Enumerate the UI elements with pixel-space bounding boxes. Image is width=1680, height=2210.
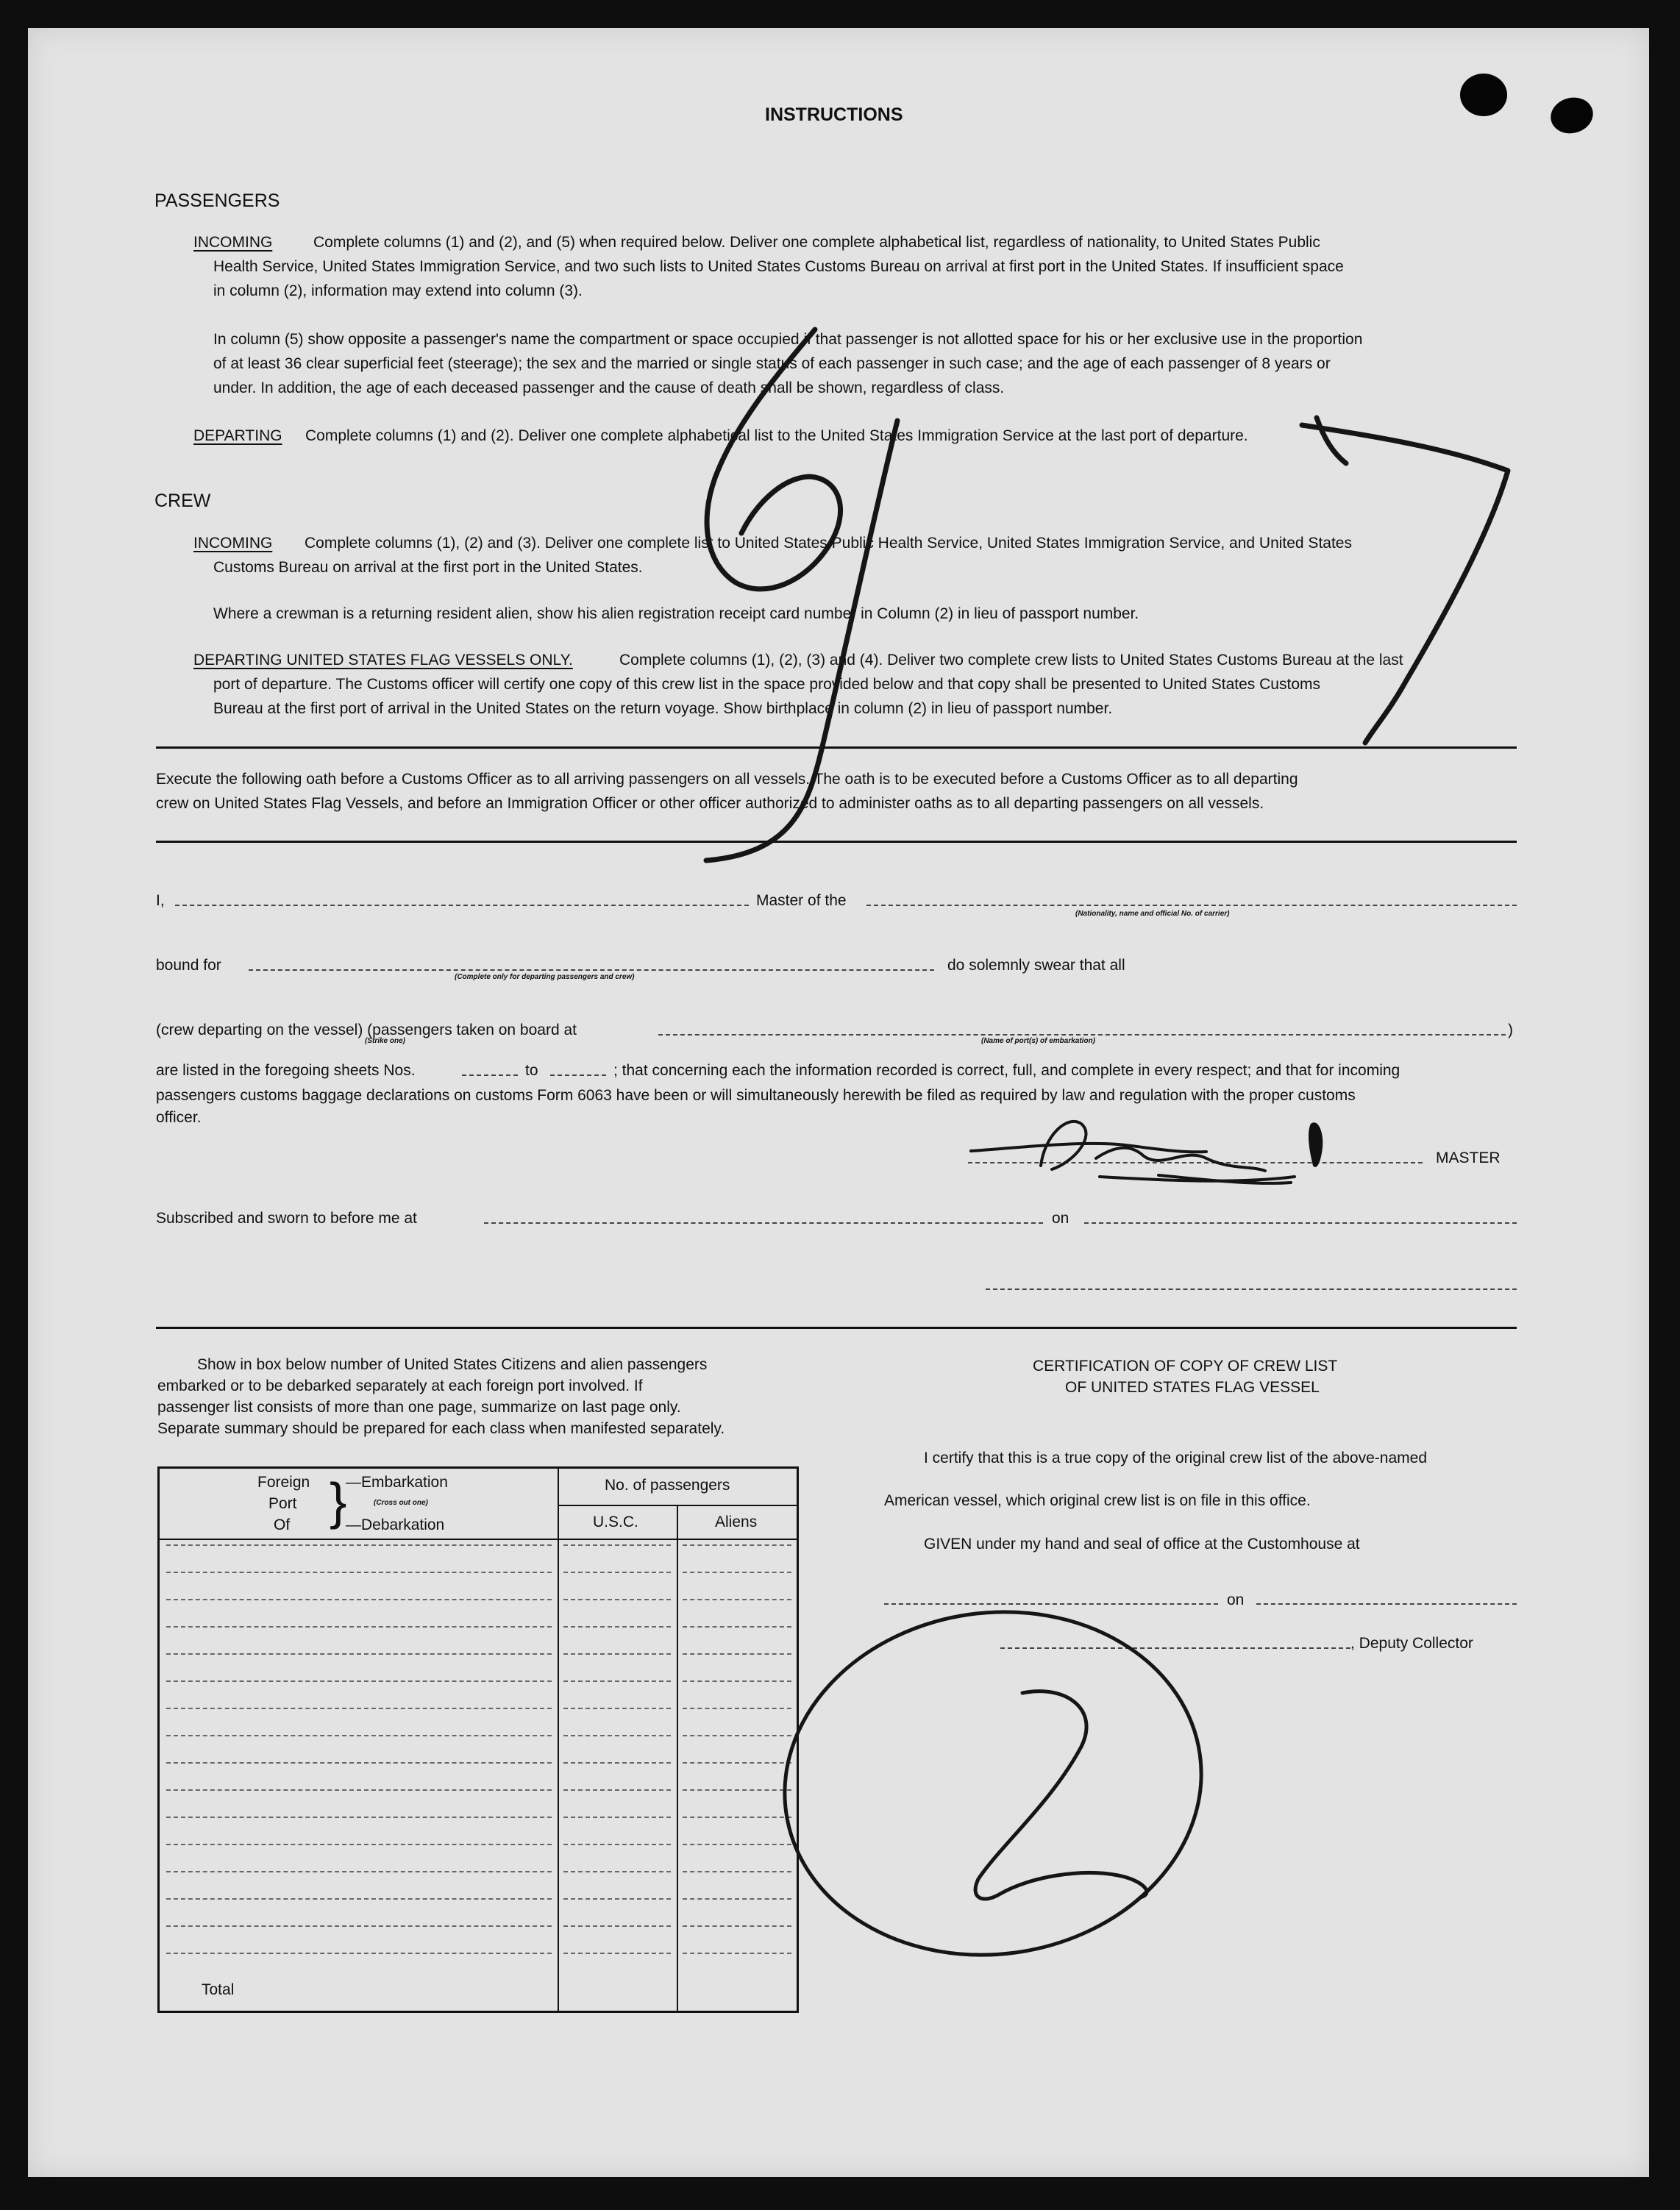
crew-departing-line: port of departure. The Customs officer will certify one copy of this crew list in the space provided below and that copy shall be presented to United States Customs — [213, 676, 1320, 693]
sheets-label: are listed in the foregoing sheets Nos. — [156, 1062, 416, 1079]
oath-body: passengers customs baggage declarations on customs Form 6063 have been or will simultaneously herewith be filed as required by law and regulation with the proper customs — [156, 1087, 1356, 1104]
summary-instructions-line: Show in box below number of United States Citizens and alien passengers — [197, 1356, 708, 1373]
sheets-to-label: to — [525, 1062, 538, 1079]
crew-incoming-line: Complete columns (1), (2) and (3). Deliver one complete list to United States Public Health Service, United States Immigration Service, and United States — [305, 535, 1352, 552]
master-label: MASTER — [1436, 1149, 1501, 1166]
passengers-incoming-para: In column (5) show opposite a passenger's name the compartment or space occupied if that passenger is not allotted space for his or her exclusive use in the proportion — [213, 331, 1363, 348]
brace: } — [330, 1472, 347, 1530]
passengers-incoming-line: Health Service, United States Immigration Service, and two such lists to United States Customs Bureau on arrival at first port in the United States. If insufficient space — [213, 258, 1344, 275]
cross-out-caption: (Cross out one) — [374, 1499, 428, 1507]
digit-2 — [975, 1692, 1147, 1899]
summary-instructions-line: passenger list consists of more than one page, summarize on last page only. — [157, 1399, 681, 1416]
digit-1 — [706, 421, 897, 860]
certification-text: I certify that this is a true copy of the original crew list of the above-named — [924, 1450, 1427, 1466]
certification-title: CERTIFICATION OF COPY OF CREW LIST — [1033, 1358, 1338, 1375]
aliens-header: Aliens — [715, 1514, 758, 1530]
digit-6 — [707, 329, 841, 589]
crew-departing-label: DEPARTING UNITED STATES FLAG VESSELS ONLY. — [193, 652, 573, 669]
crew-heading: CREW — [154, 491, 211, 511]
bound-for-label: bound for — [156, 957, 221, 974]
certification-title: OF UNITED STATES FLAG VESSEL — [1065, 1379, 1320, 1396]
no-passengers-header: No. of passengers — [605, 1477, 730, 1494]
circled-2 — [762, 1586, 1223, 1982]
summary-instructions-line: Separate summary should be prepared for each class when manifested separately. — [157, 1420, 725, 1437]
subscribed-on-label: on — [1052, 1210, 1069, 1227]
usc-header: U.S.C. — [593, 1514, 638, 1530]
bound-for-caption: (Complete only for departing passengers and crew) — [455, 973, 635, 981]
master-of-label: Master of the — [756, 892, 847, 909]
circle-mark — [762, 1586, 1223, 1982]
passengers-incoming-label: INCOMING — [193, 234, 273, 251]
certification-on-label: on — [1227, 1591, 1245, 1608]
oath-intro-line: Execute the following oath before a Customs Officer as to all arriving passengers on all vessels. The oath is to be executed before a Customs Officer as to all departing — [156, 771, 1298, 788]
crew-incoming-note: Where a crewman is a returning resident alien, show his alien registration receipt card number in Column (2) in lieu of passport number. — [213, 605, 1139, 622]
crew-departing-line: Bureau at the first port of arrival in the United States on the return voyage. Show birthplace in column (2) in lieu of passport number. — [213, 700, 1113, 717]
passengers-incoming-para: under. In addition, the age of each deceased passenger and the cause of death shall be shown, regardless of class. — [213, 379, 1005, 396]
page-title: INSTRUCTIONS — [765, 104, 903, 125]
carrier-caption: (Nationality, name and official No. of carrier) — [1075, 910, 1230, 918]
certification-text: GIVEN under my hand and seal of office at the Customhouse at — [924, 1536, 1360, 1553]
port-caption: (Name of port(s) of embarkation) — [981, 1037, 1096, 1045]
summary-instructions-line: embarked or to be debarked separately at each foreign port involved. If — [157, 1377, 643, 1394]
oath-body: ; that concerning each the information recorded is correct, full, and complete in every respect; and that for incoming — [613, 1062, 1400, 1079]
passengers-departing-text: Complete columns (1) and (2). Deliver one complete alphabetical list to the United States Immigration Service at the last port of departure. — [305, 427, 1248, 444]
swear-text: do solemnly swear that all — [947, 957, 1125, 974]
debarkation-label: —Debarkation — [346, 1516, 445, 1533]
passengers-incoming-para: of at least 36 clear superficial feet (steerage); the sex and the married or single status of each passenger in such case; and the age of each passenger of 8 years or — [213, 355, 1331, 372]
col-of: Of — [274, 1516, 291, 1533]
subscribed-label: Subscribed and sworn to before me at — [156, 1210, 417, 1227]
passengers-departing-label: DEPARTING — [193, 427, 282, 444]
passengers-heading: PASSENGERS — [154, 190, 280, 211]
signature-ink-mark — [1309, 1122, 1323, 1167]
strike-caption: (Strike one) — [365, 1037, 406, 1045]
embarkation-label: —Embarkation — [346, 1474, 448, 1491]
total-label: Total — [202, 1981, 235, 1998]
passengers-incoming-line: Complete columns (1) and (2), and (5) when required below. Deliver one complete alphabetical list, regardless of nationality, to United States Public — [313, 234, 1320, 251]
oath-body: officer. — [156, 1109, 202, 1126]
oath-intro-line: crew on United States Flag Vessels, and before an Immigration Officer or other officer authorized to administer oaths as to all departing passengers on all vessels. — [156, 795, 1264, 812]
crew-departing-line: Complete columns (1), (2), (3) and (4). Deliver two complete crew lists to United States Customs Bureau at the last — [619, 652, 1403, 669]
close-paren: ) — [1508, 1022, 1513, 1038]
crew-incoming-label: INCOMING — [193, 535, 273, 552]
digit-7-tick — [1317, 418, 1346, 463]
crew-incoming-line: Customs Bureau on arrival at the first port in the United States. — [213, 559, 643, 576]
oath-i-label: I, — [156, 892, 165, 909]
handwritten-617 — [706, 329, 1508, 860]
deputy-collector-label: , Deputy Collector — [1350, 1635, 1473, 1652]
certification-text: American vessel, which original crew list is on file in this office. — [884, 1492, 1311, 1509]
digit-7 — [1302, 425, 1508, 743]
col-port: Port — [268, 1495, 297, 1512]
master-signature — [971, 1122, 1295, 1183]
passengers-incoming-line: in column (2), information may extend into column (3). — [213, 282, 583, 299]
crew-passengers-line: (crew departing on the vessel) (passengers taken on board at — [156, 1022, 577, 1038]
col-foreign: Foreign — [257, 1474, 310, 1491]
